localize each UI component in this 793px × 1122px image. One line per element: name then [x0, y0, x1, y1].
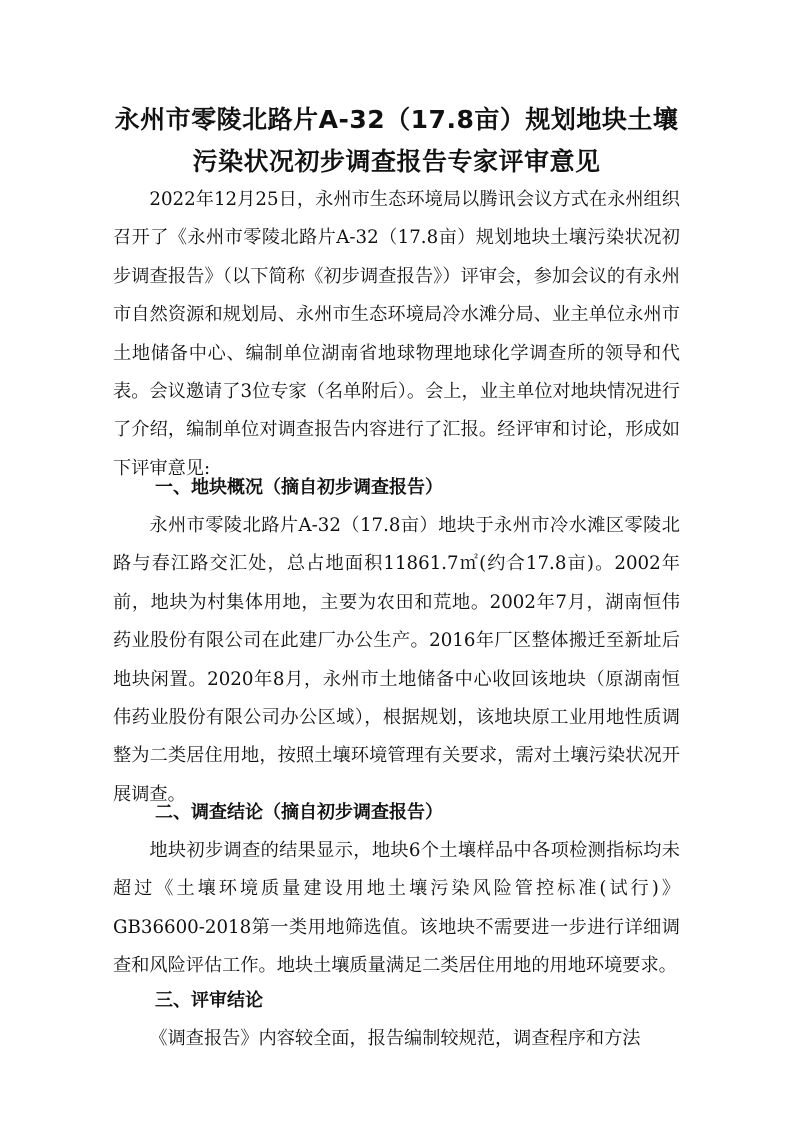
survey-conclusion-paragraph: 地块初步调查的结果显示，地块6个土壤样品中各项检测指标均未超过《土壤环境质量建设用地土壤污染风险管控标准(试行)》GB36600-2018第一类用地筛选值。该地块不需要进一步进行详细调查和风险评估工作。地块土壤质量满足二类居住用地的用地环境要求。: [113, 840, 680, 977]
site-overview-paragraph: 永州市零陵北路片A-32（17.8亩）地块于永州市冷水滩区零陵北路与春江路交汇处，总占地面积11861.7㎡(约合17.8亩)。2002年前，地块为村集体用地，主要为农田和荒地。2002年7月，湖南恒伟药业股份有限公司在此建厂办公生产。2016年厂区整体搬迁至新址后地块闲置。2020年8月，永州市土地储备中心收回该地块（原湖南恒伟药业股份有限公司办公区域），根据规划，该地块原工业用地性质调整为二类居住用地，按照土壤环境管理有关要求，需对土壤污染状况开展调查。: [113, 515, 680, 805]
review-conclusion-paragraph: 《调查报告》内容较全面，报告编制较规范，调查程序和方法: [149, 1028, 641, 1049]
section-heading-review-conclusion: 三、评审结论: [155, 990, 263, 1011]
document-title-line-2: 污染状况初步调查报告专家评审意见: [192, 147, 601, 176]
intro-paragraph: 2022年12月25日，永州市生态环境局以腾讯会议方式在永州组织召开了《永州市零陵北路片A-32（17.8亩）规划地块土壤污染状况初步调查报告》（以下简称《初步调查报告》）评审会，参加会议的有永州市自然资源和规划局、永州市生态环境局冷水滩分局、业主单位永州市土地储备中心、编制单位湖南省地球物理地球化学调查所的领导和代表。会议邀请了3位专家（名单附后）。会上，业主单位对地块情况进行了介绍，编制单位对调查报告内容进行了汇报。经评审和讨论，形成如下评审意见:: [113, 189, 680, 479]
document-title-line-1: 永州市零陵北路片A-32（17.8亩）规划地块土壤: [114, 105, 679, 134]
section-heading-survey-conclusion: 二、调查结论（摘自初步调查报告）: [155, 802, 443, 823]
section-heading-site-overview: 一、地块概况（摘自初步调查报告）: [155, 477, 443, 498]
